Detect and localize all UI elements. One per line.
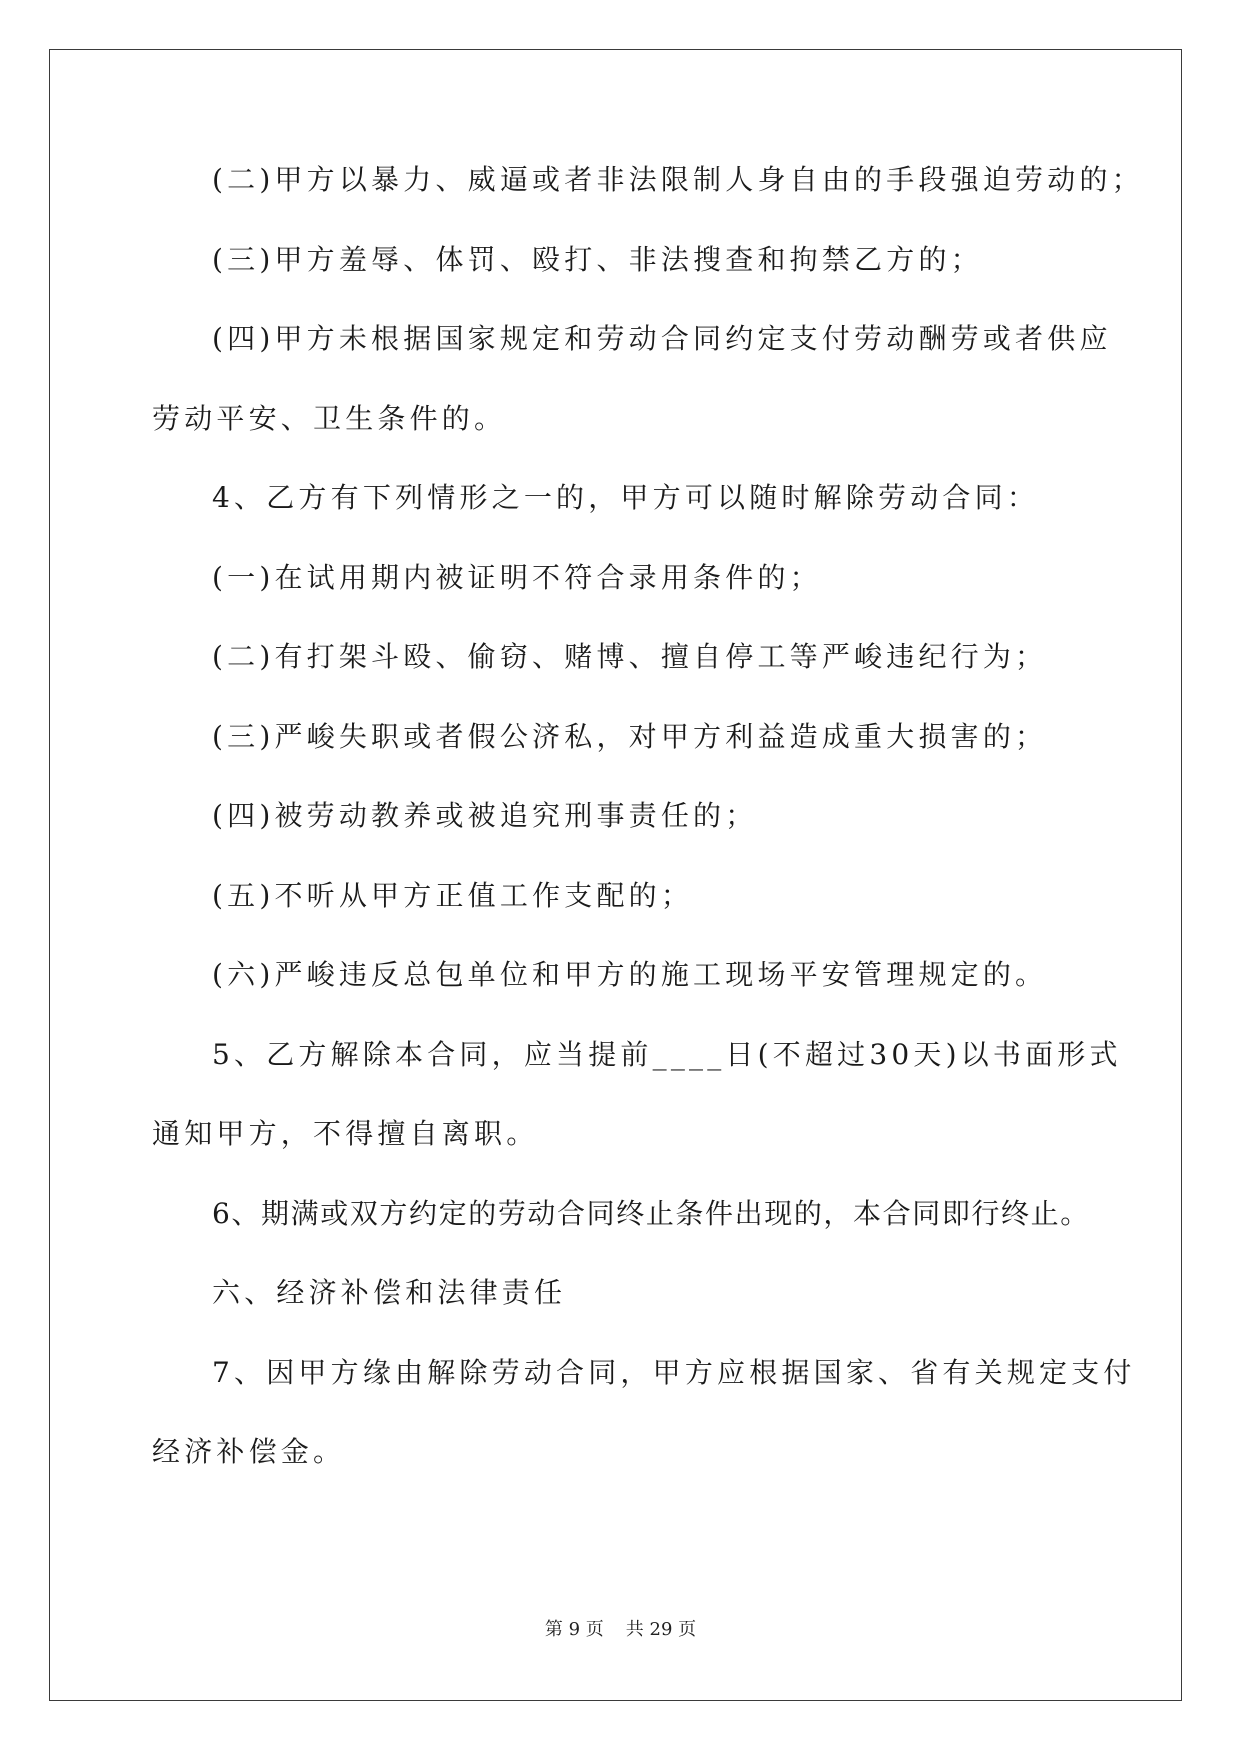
section-heading: 六、经济补偿和法律责任: [212, 1276, 567, 1309]
paragraph-line: (四)甲方未根据国家规定和劳动合同约定支付劳动酬劳或者供应: [212, 322, 1112, 355]
paragraph-line: 通知甲方，不得擅自离职。: [152, 1117, 539, 1150]
paragraph-line: 7、因甲方缘由解除劳动合同，甲方应根据国家、省有关规定支付: [212, 1356, 1136, 1389]
paragraph-line: 6、期满或双方约定的劳动合同终止条件出现的，本合同即行终止。: [212, 1197, 1090, 1230]
paragraph-line: 经济补偿金。: [152, 1435, 346, 1468]
paragraph-line: 5、乙方解除本合同，应当提前____日(不超过30天)以书面形式: [212, 1038, 1122, 1071]
paragraph-line: (三)严峻失职或者假公济私，对甲方利益造成重大损害的；: [212, 720, 1048, 753]
paragraph-line: 4、乙方有下列情形之一的，甲方可以随时解除劳动合同：: [212, 481, 1040, 514]
paragraph-line: (一)在试用期内被证明不符合录用条件的；: [212, 561, 822, 594]
paragraph-line: (二)有打架斗殴、偷窃、赌博、擅自停工等严峻违纪行为；: [212, 640, 1048, 673]
paragraph-line: (五)不听从甲方正值工作支配的；: [212, 879, 694, 912]
page-footer: [0, 1618, 1241, 1642]
paragraph-line: (三)甲方羞辱、体罚、殴打、非法搜查和拘禁乙方的；: [212, 243, 983, 276]
paragraph-line: 劳动平安、卫生条件的。: [152, 402, 507, 435]
paragraph-line: (四)被劳动教养或被追究刑事责任的；: [212, 799, 758, 832]
page-total: 共 29 页: [625, 1619, 697, 1640]
paragraph-line: (六)严峻违反总包单位和甲方的施工现场平安管理规定的。: [212, 958, 1048, 991]
page-number: 第 9 页: [544, 1619, 604, 1640]
paragraph-line: (二)甲方以暴力、威逼或者非法限制人身自由的手段强迫劳动的；: [212, 163, 1144, 196]
